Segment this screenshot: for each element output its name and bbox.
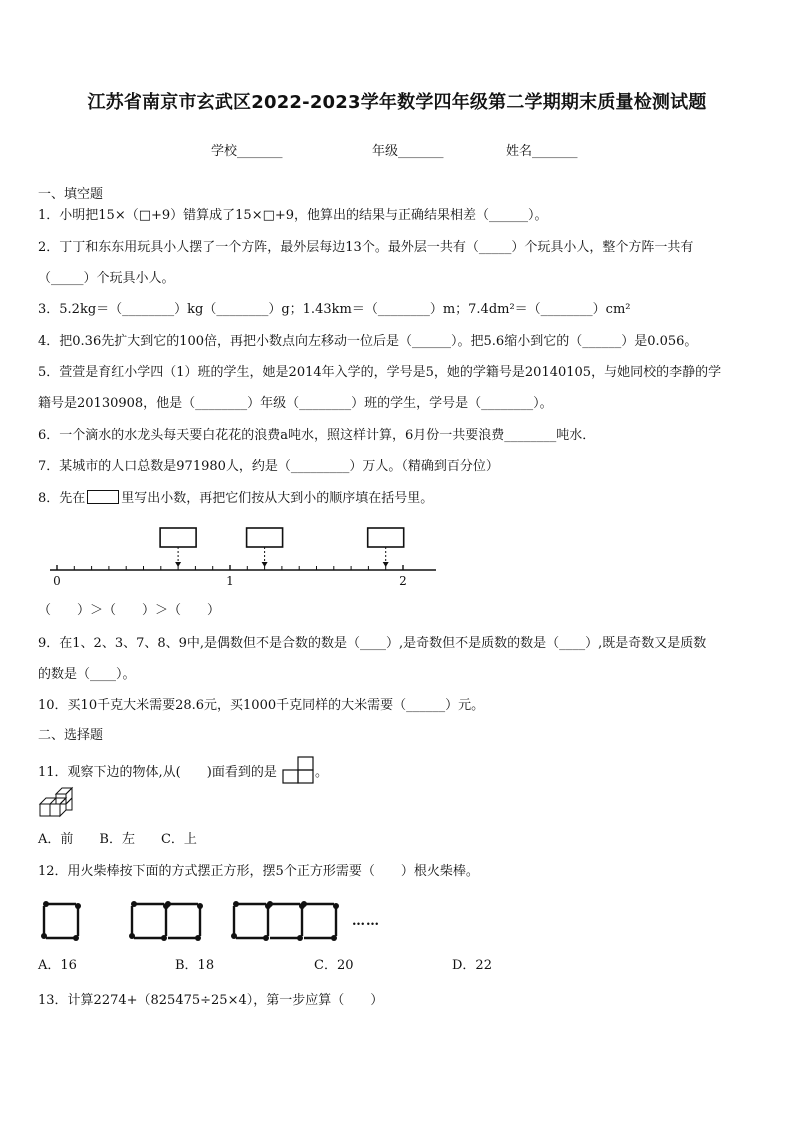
number-line-arrowhead [175, 562, 181, 567]
question-11-stem-pre: 11．观察下边的物体,从( )面看到的是 [38, 765, 277, 780]
continuation-dots: …… [352, 914, 380, 929]
top-view-figure [281, 756, 315, 786]
number-line-answer-box [247, 528, 283, 547]
question-12-option-a: A．16 [38, 958, 77, 973]
matchstick-head [333, 903, 339, 909]
question-12-option-c: C．20 [314, 958, 354, 973]
number-line [0, 522, 794, 592]
answer-box-sample [87, 490, 119, 504]
number-line-arrowhead [383, 562, 389, 567]
matchstick-head [165, 901, 171, 907]
matchstick-head [267, 901, 273, 907]
number-line-label: 1 [226, 574, 234, 588]
matchstick-head [129, 933, 135, 939]
section-choice-heading: 二、选择题 [38, 728, 104, 743]
question-8-stem-post: 里写出小数，再把它们按从大到小的顺序填在括号里。 [121, 491, 434, 506]
question-10: 10．买10千克大米需要28.6元，买1000千克同样的大米需要（______）元。 [38, 698, 485, 713]
grade-field: 年级_______ [372, 144, 444, 159]
question-11-options: A．前 B．左 C．上 [38, 832, 197, 847]
name-field: 姓名_______ [506, 144, 578, 159]
number-line-arrowhead [262, 562, 268, 567]
question-11-stem [38, 756, 328, 786]
number-line-label: 2 [399, 574, 407, 588]
matchstick-head [75, 903, 81, 909]
question-4: 4．把0.36先扩大到它的100倍，再把小数点向左移动一位后是（______）。把5.6缩小到它的（______）是0.056。 [38, 334, 698, 349]
question-5-line-1: 5．萱萱是育红小学四（1）班的学生，她是2014年入学的，学号是5，她的学籍号是20140105，与她同校的李静的学 [38, 365, 722, 380]
matchstick-head [231, 933, 237, 939]
cube-stack-figure [36, 784, 76, 822]
page-title: 江苏省南京市玄武区2022-2023学年数学四年级第二学期期末质量检测试题 [87, 92, 707, 113]
question-8-stem [38, 490, 433, 507]
matchstick-head [301, 901, 307, 907]
question-13: 13．计算2274+（825475÷25×4），第一步应算（ ） [38, 993, 384, 1008]
question-9-line-1: 9．在1、2、3、7、8、9中,是偶数但不是合数的数是（____）,是奇数但不是质数的数是（____）,既是奇数又是质数 [38, 636, 707, 651]
question-2-line-1: 2．丁丁和东东用玩具小人摆了一个方阵，最外层每边13个。最外层一共有（_____）个玩具小人，整个方阵一共有 [38, 240, 694, 255]
question-12-option-d: D．22 [452, 958, 492, 973]
question-2-line-2: （_____）个玩具小人。 [38, 271, 175, 286]
question-11-stem-post: 。 [314, 765, 328, 780]
question-12-option-b: B．18 [175, 958, 215, 973]
matchstick-head [41, 933, 47, 939]
question-5-line-2: 籍号是20130908，他是（________）年级（________）班的学生，学号是（________）。 [38, 396, 553, 411]
number-line-answer-box [160, 528, 196, 547]
question-8-stem-pre: 8．先在 [38, 491, 86, 506]
question-7: 7．某城市的人口总数是971980人，约是（_________）万人。（精确到百分位） [38, 459, 499, 474]
number-line-label: 0 [53, 574, 61, 588]
question-8-answer: （ ）＞（ ）＞（ ） [38, 603, 221, 618]
question-9-line-2: 的数是（____）。 [38, 667, 136, 682]
school-field: 学校_______ [211, 144, 283, 159]
number-line-answer-box [368, 528, 404, 547]
question-6: 6．一个滴水的水龙头每天要白花花的浪费a吨水，照这样计算，6月份一共要浪费________吨水． [38, 428, 596, 443]
question-1: 1．小明把15×（□+9）错算成了15×□+9，他算出的结果与正确结果相差（______）。 [38, 208, 548, 223]
matchstick-head [197, 903, 203, 909]
question-12-stem: 12．用火柴棒按下面的方式摆正方形，摆5个正方形需要（ ）根火柴棒。 [38, 864, 479, 879]
question-3: 3．5.2kg＝（________）kg（________）g；1.43km＝（________）m；7.4dm²＝（________）cm² [38, 302, 631, 317]
section-fill-heading: 一、填空题 [38, 187, 104, 202]
